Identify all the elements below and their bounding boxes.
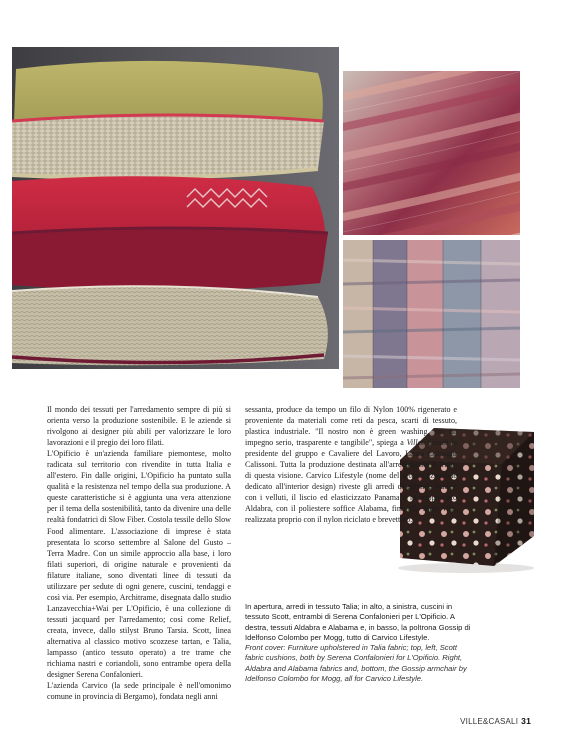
page-footer	[460, 716, 531, 726]
article-carvico-paragraph-start: L'azienda Carvico (la sede principale è nell'omonimo comune in provincia di Bergamo), fondata negli anni	[47, 681, 231, 702]
article-right-text-top: sessanta, produce da tempo un filo di Nylon 100% rigenerato e proveniente da materiali come reti da pesca, scarti di tessuto, plastica industriale. "Il nostro non è green washing, ma un impegno serio, trasparente e tangibile", spiega a	[245, 405, 457, 448]
article-right-text-rest: la presidente del gruppo e Cavaliere del Lavoro, Laura Colnaghi Calissoni. Tutta la produzione destinata all'arredamento è frutto di questa visione. Carvico Lifestyle (nome del settore aziendale dedicato all'interior design) riveste gli arredi di aziende leader: con i velluti, il liscio ed elasticizzato Panama e lo stropicciato Aldabra, con il poliestere soffice Alabama, fino alla linea Vita, realizzata proprio con il nylon riciclato e brevettato.	[245, 438, 457, 525]
page-number: 31	[521, 716, 531, 726]
fabric-rolls-photo	[343, 71, 520, 235]
article-opificio-paragraph: L'Opificio è un'azienda familiare piemontese, molto radicata sul territorio con rivendite in tutta Italia e all'estero. Fin dalle origini, L'Opificio ha puntato sulla qualità e la resistenza nel tempo della sua produzione. A queste caratteristiche si è aggiunta una vera attenzione per il tema della sostenibilità, tanto da divenire una delle realtà fondatrici di Slow Fiber. Costola tessile dello Slow Food alimentare. L'associazione di imprese è stata presentata lo scorso settembre al Salone del Gusto – Terra Madre. Con un simile approccio alla base, i loro filati superiori, di origine naturale e provenienti da filature italiane, sono diventati linee di tessuti da utilizzare per sedute di ogni genere, cuscini, tendaggi e così via. Per esempio, Architrame, disegnata dallo studio Lanzavecchia+Wai per L'Opificio, è una collezione di tessuti jacquard per l'arredamento; così come Relief, creata, invece, dallo stilyst Bruno Tarsia. Scott, linea alternativa al classico motivo scozzese tartan, e Talia, lampasso (antico tessuto operato) a tre trame che richiama nastri e coriandoli, sono entrambe opera della designer Serena Confalonieri.	[47, 449, 231, 680]
fabric-drapes-illustration	[343, 240, 520, 388]
caption-english: Front cover: Furniture upholstered in Talia fabric; top, left, Scott fabric cushions, both by Serena Confalonieri for L'Opificio. Right, Aldabra and Alabama fabrics and, bottom, the Gossip armchair by Idelfonso Colombo for Mogg, all for Carvico Lifestyle.	[245, 643, 467, 684]
caption-italian: In apertura, arredi in tessuto Talia; in alto, a sinistra, cuscini in tessuto Scott, entrambi di Serena Confalonieri per L'Opificio. A destra, tessuti Aldabra e Alabama e, in basso, la poltrona Gossip di Idelfonso Colombo per Mogg, tutto di Carvico Lifestyle.	[245, 602, 471, 642]
cushions-photo	[12, 47, 339, 369]
article-intro-paragraph: Il mondo dei tessuti per l'arredamento sempre di più si orienta verso la produzione sostenibile. E le aziende si rivolgono ai designer più abili per valorizzare le loro lavorazioni e il pregio dei loro filati.	[47, 405, 231, 448]
magazine-name-inline: Villeé-Casali	[406, 438, 449, 448]
article-carvico-paragraph-continued	[245, 404, 457, 526]
article-right-column	[245, 404, 457, 526]
photo-caption	[245, 602, 471, 684]
cushions-illustration	[12, 47, 339, 369]
footer-magazine-name: VILLE&CASALI	[460, 717, 519, 726]
fabric-drapes-photo	[343, 240, 520, 388]
fabric-rolls-illustration	[343, 71, 520, 235]
article-left-column	[47, 404, 231, 702]
